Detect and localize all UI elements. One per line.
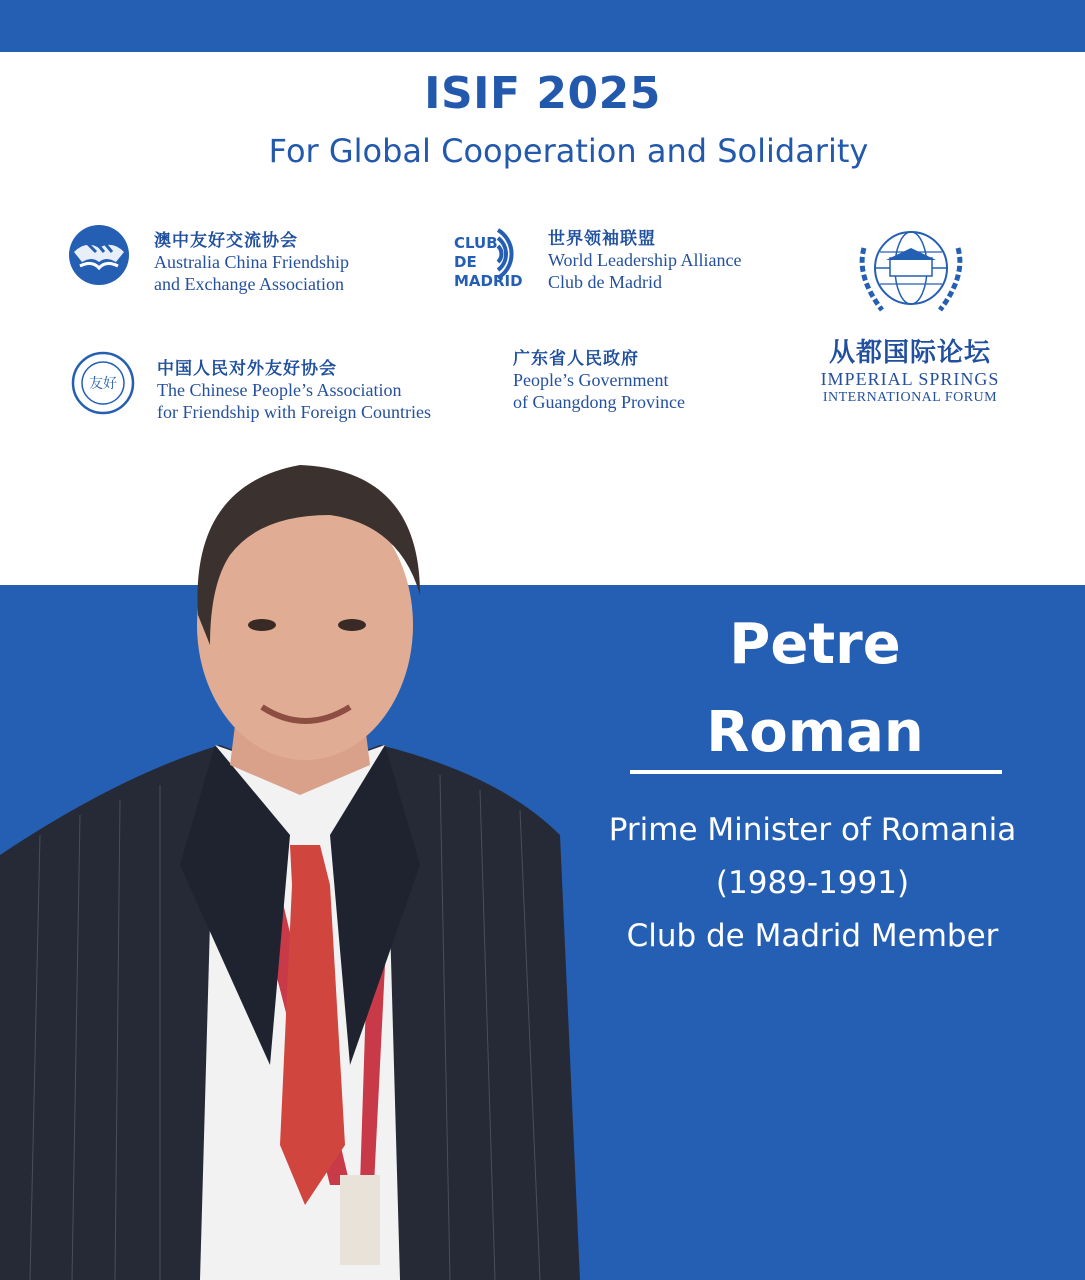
org-cpaffc-en-1: The Chinese People’s Association <box>157 380 402 400</box>
name-divider <box>630 770 1002 774</box>
org-isif-en-1: IMPERIAL SPRINGS <box>820 369 1000 389</box>
speaker-last-name: Roman <box>706 700 924 765</box>
org-guangdong-en-1: People’s Government <box>513 370 669 390</box>
org-isif-en-2: INTERNATIONAL FORUM <box>822 390 998 405</box>
speaker-role-line-3: Club de Madrid Member <box>626 918 999 954</box>
org-club-en-1: World Leadership Alliance <box>548 250 742 270</box>
event-subtitle: For Global Cooperation and Solidarity <box>268 132 869 170</box>
speaker-role-line-2: (1989-1991) <box>715 865 910 901</box>
club-logo-word-2: DE <box>454 253 477 271</box>
speaker-role-line-1: Prime Minister of Romania <box>608 812 1017 848</box>
speaker-first-name: Petre <box>729 612 901 677</box>
org-club-en-2: Club de Madrid <box>548 272 662 292</box>
handshake-globe-icon <box>66 222 132 288</box>
cpaffc-seal-text: 友好 <box>89 376 117 392</box>
org-cpaffc <box>157 354 431 423</box>
club-de-madrid-logo <box>450 222 532 292</box>
org-club-de-madrid <box>548 224 741 293</box>
event-title: ISIF 2025 <box>424 68 661 119</box>
speaker-photo <box>0 445 580 1280</box>
org-guangdong-en-2: of Guangdong Province <box>513 392 685 412</box>
org-isif <box>815 332 1005 407</box>
org-acfea-cn: 澳中友好交流协会 <box>154 231 298 251</box>
top-banner-bar <box>0 0 1085 52</box>
org-club-cn: 世界领袖联盟 <box>548 229 656 249</box>
club-logo-word-3: MADRID <box>454 272 523 290</box>
club-logo-word-1: CLUB <box>454 234 498 252</box>
org-acfea-en-1: Australia China Friendship <box>154 252 349 272</box>
org-guangdong-cn: 广东省人民政府 <box>513 349 639 369</box>
cpaffc-seal-icon <box>70 350 136 416</box>
org-cpaffc-cn: 中国人民对外友好协会 <box>157 359 337 379</box>
org-acfea <box>154 226 349 295</box>
globe-laurel-emblem-icon <box>852 218 970 322</box>
org-isif-cn: 从都国际论坛 <box>828 338 991 368</box>
org-guangdong <box>513 344 685 413</box>
org-acfea-en-2: and Exchange Association <box>154 274 344 294</box>
org-cpaffc-en-2: for Friendship with Foreign Countries <box>157 402 431 422</box>
